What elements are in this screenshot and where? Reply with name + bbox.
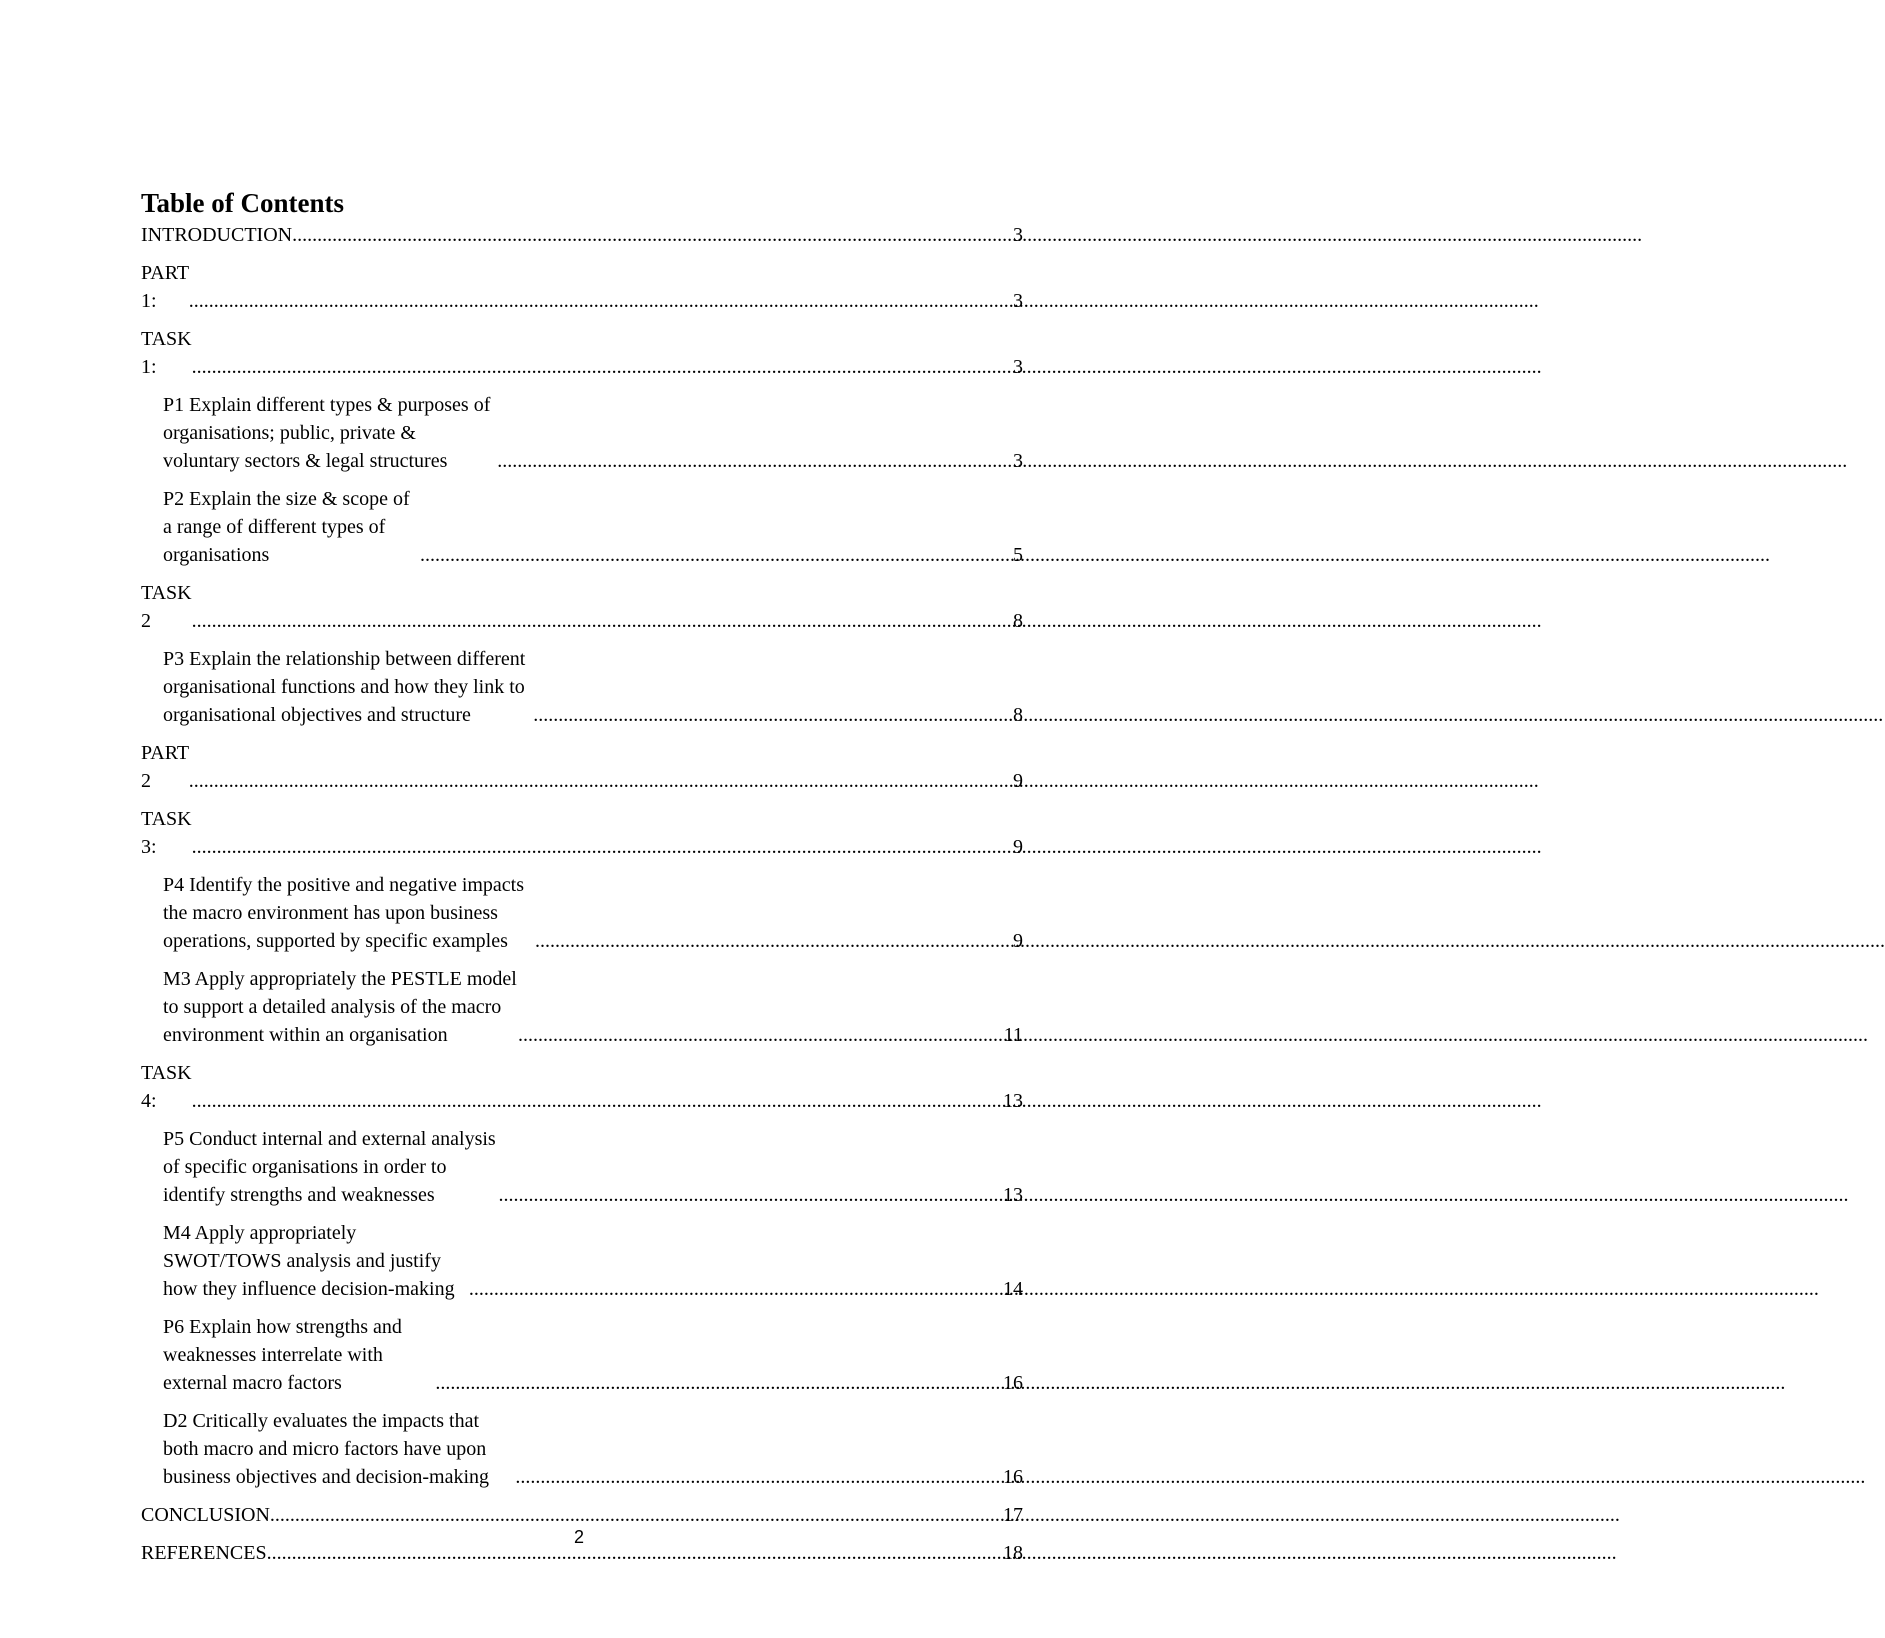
toc-entry-text: REFERENCES: [141, 1542, 267, 1564]
toc-entry-page: 13: [1003, 1090, 1023, 1112]
toc-entry-p1[interactable]: [141, 391, 1023, 475]
dot-leader: [497, 447, 1013, 475]
dot-leader: [420, 541, 1013, 569]
toc-entry-page: 3: [1013, 224, 1023, 246]
dot-leader: [192, 833, 1013, 861]
toc-entry-d2[interactable]: [141, 1407, 1023, 1491]
toc-title: Table of Contents: [141, 188, 345, 218]
toc-entry-m4[interactable]: [141, 1219, 1023, 1303]
toc-entry-p2[interactable]: [141, 485, 1023, 569]
dot-leader: [499, 1181, 1004, 1209]
toc-entry-text: PART 1:: [141, 262, 189, 312]
toc-entry-page: 13: [1003, 1184, 1023, 1206]
table-of-contents: [141, 221, 1023, 1577]
toc-entry-text: TASK 1:: [141, 328, 192, 378]
toc-entry-p4[interactable]: [141, 871, 1023, 955]
toc-entry-page: 8: [1013, 610, 1023, 632]
dot-leader: [518, 1021, 1004, 1049]
toc-entry-text: P2 Explain the size & scope of a range of different types of organisations: [163, 488, 410, 566]
toc-entry-page: 8: [1013, 704, 1023, 726]
dot-leader: [189, 287, 1013, 315]
dot-leader: [535, 927, 1013, 955]
toc-entry-p3[interactable]: [141, 645, 1023, 729]
toc-entry-text: P4 Identify the positive and negative impacts the macro environment has upon business operations, supported by specific examples: [163, 874, 525, 952]
toc-entry-page: 3: [1013, 450, 1023, 472]
page-number: 2: [573, 1527, 584, 1547]
dot-leader: [435, 1369, 1003, 1397]
toc-entry-text: TASK 3:: [141, 808, 192, 858]
dot-leader: [192, 353, 1013, 381]
toc-entry-p6[interactable]: [141, 1313, 1023, 1397]
toc-entry-task-1[interactable]: [141, 325, 1023, 381]
dot-leader: [189, 767, 1013, 795]
dot-leader: [515, 1463, 1003, 1491]
toc-entry-text: M4 Apply appropriately SWOT/TOWS analysis and justify how they influence decision-making: [163, 1222, 455, 1300]
toc-entry-page: 16: [1003, 1372, 1023, 1394]
toc-entry-task-2[interactable]: [141, 579, 1023, 635]
dot-leader: [270, 1501, 1003, 1529]
toc-entry-page: 3: [1013, 290, 1023, 312]
toc-entry-page: 18: [1003, 1542, 1023, 1564]
toc-entry-m3[interactable]: [141, 965, 1023, 1049]
toc-entry-text: TASK 4:: [141, 1062, 192, 1112]
toc-entry-page: 17: [1003, 1504, 1023, 1526]
toc-entry-text: INTRODUCTION: [141, 224, 293, 246]
dot-leader: [533, 701, 1013, 729]
toc-entry-page: 3: [1013, 356, 1023, 378]
dot-leader: [192, 607, 1013, 635]
dot-leader: [192, 1087, 1003, 1115]
toc-entry-page: 16: [1003, 1466, 1023, 1488]
toc-entry-text: P5 Conduct internal and external analysis of specific organisations in order to identify strengths and weaknesses: [163, 1128, 496, 1206]
toc-entry-text: TASK 2: [141, 582, 192, 632]
toc-entry-introduction[interactable]: [141, 221, 1023, 249]
toc-entry-text: M3 Apply appropriately the PESTLE model to support a detailed analysis of the macro environment within an organisation: [163, 968, 517, 1046]
toc-entry-text: P6 Explain how strengths and weaknesses interrelate with external macro factors: [163, 1316, 402, 1394]
toc-entry-page: 9: [1013, 836, 1023, 858]
toc-entry-task-4[interactable]: [141, 1059, 1023, 1115]
toc-entry-page: 14: [1003, 1278, 1023, 1300]
toc-entry-p5[interactable]: [141, 1125, 1023, 1209]
toc-entry-text: CONCLUSION: [141, 1504, 270, 1526]
toc-entry-text: PART 2: [141, 742, 189, 792]
dot-leader: [292, 221, 1013, 249]
toc-entry-text: P3 Explain the relationship between different organisational functions and how they link to organisational objectives and structure: [163, 648, 526, 726]
toc-entry-conclusion[interactable]: [141, 1501, 1023, 1529]
toc-entry-page: 9: [1013, 770, 1023, 792]
toc-entry-page: 9: [1013, 930, 1023, 952]
toc-entry-part-1[interactable]: [141, 259, 1023, 315]
toc-entry-part-2[interactable]: [141, 739, 1023, 795]
dot-leader: [469, 1275, 1003, 1303]
toc-entry-text: D2 Critically evaluates the impacts that both macro and micro factors have upon business objectives and decision-making: [163, 1410, 490, 1488]
toc-entry-text: P1 Explain different types & purposes of organisations; public, private & voluntary sectors & legal structures: [163, 394, 491, 472]
toc-entry-page: 11: [1003, 1024, 1023, 1046]
toc-entry-task-3[interactable]: [141, 805, 1023, 861]
toc-entry-page: 5: [1013, 544, 1023, 566]
